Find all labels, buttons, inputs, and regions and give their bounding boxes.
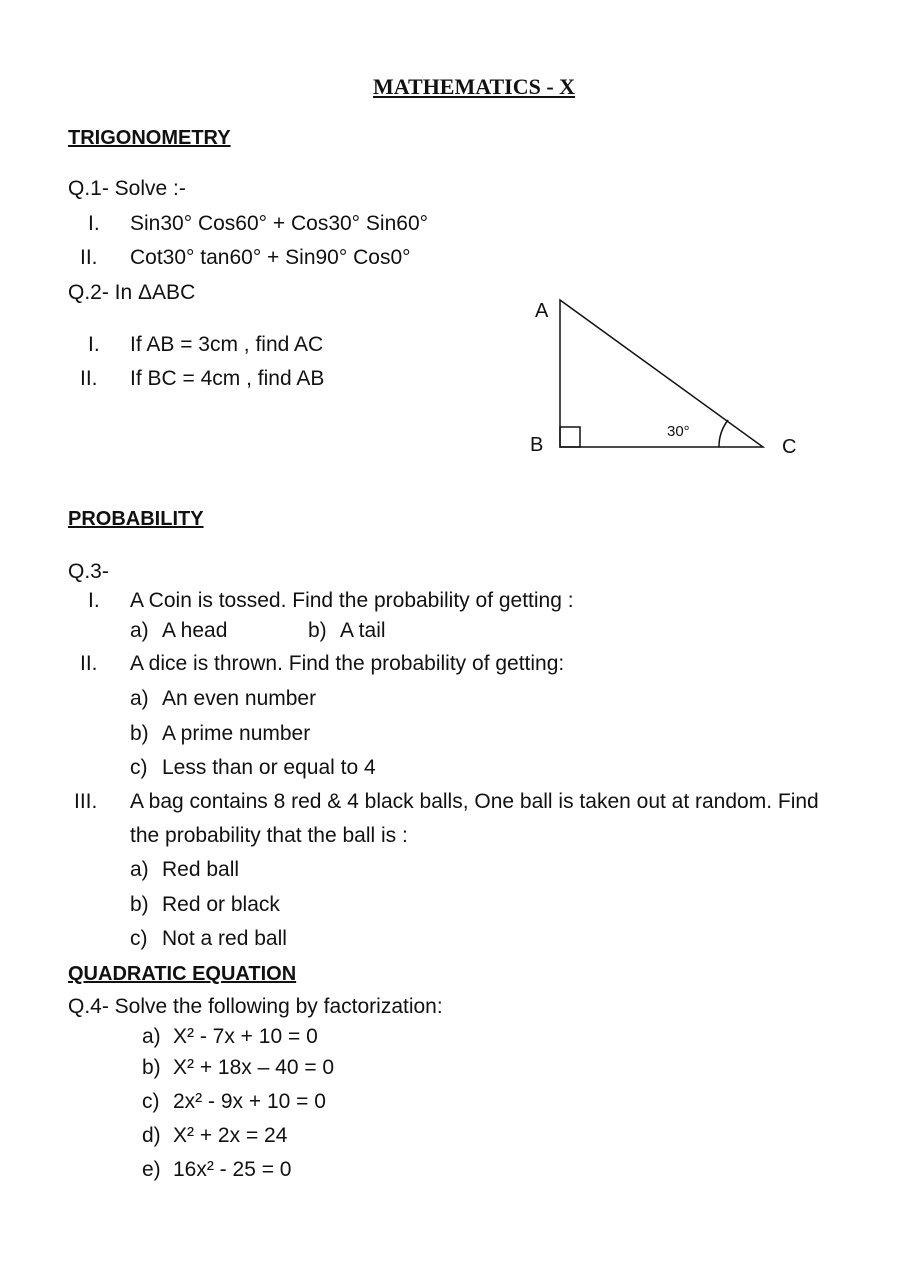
right-angle-marker bbox=[560, 427, 580, 447]
equation-letter: d) bbox=[142, 1124, 161, 1147]
question-3-part-text: A bag contains 8 red & 4 black balls, One ball is taken out at random. Find bbox=[130, 790, 819, 813]
equation-text: X² + 2x = 24 bbox=[173, 1124, 288, 1147]
question-1-label: Q.1- Solve :- bbox=[68, 177, 186, 200]
question-2-item-text: If AB = 3cm , find AC bbox=[130, 333, 324, 356]
angle-label: 30° bbox=[667, 423, 690, 440]
question-1-item-text: Cot30° tan60° + Sin90° Cos0° bbox=[130, 246, 411, 269]
question-1-item-number: I. bbox=[88, 212, 100, 235]
question-1-item-text: Sin30° Cos60° + Cos30° Sin60° bbox=[130, 212, 429, 235]
triangle-abc-diagram bbox=[520, 288, 810, 466]
question-3-label: Q.3- bbox=[68, 560, 109, 583]
option-text: Red or black bbox=[162, 893, 280, 916]
equation-text: 16x² - 25 = 0 bbox=[173, 1158, 292, 1181]
equation-text: 2x² - 9x + 10 = 0 bbox=[173, 1090, 326, 1113]
question-3-part-text: the probability that the ball is : bbox=[130, 824, 408, 847]
section-heading-trigonometry: TRIGONOMETRY bbox=[68, 127, 231, 149]
vertex-label-c: C bbox=[782, 436, 797, 458]
equation-letter: a) bbox=[142, 1025, 161, 1048]
angle-arc bbox=[719, 420, 728, 447]
equation-text: X² - 7x + 10 = 0 bbox=[173, 1025, 318, 1048]
question-1-item-number: II. bbox=[80, 246, 98, 269]
question-3-part-text: A dice is thrown. Find the probability of getting: bbox=[130, 652, 565, 675]
option-letter: a) bbox=[130, 858, 149, 881]
option-text: Less than or equal to 4 bbox=[162, 756, 376, 779]
option-letter: a) bbox=[130, 619, 149, 642]
equation-text: X² + 18x – 40 = 0 bbox=[173, 1056, 335, 1079]
equation-letter: e) bbox=[142, 1158, 161, 1181]
option-text: Not a red ball bbox=[162, 927, 287, 950]
option-text: A prime number bbox=[162, 722, 311, 745]
option-letter: b) bbox=[308, 619, 327, 642]
question-3-part-number: II. bbox=[80, 652, 98, 675]
question-4-label: Q.4- Solve the following by factorization: bbox=[68, 995, 443, 1018]
equation-letter: b) bbox=[142, 1056, 161, 1079]
option-letter: c) bbox=[130, 927, 148, 950]
option-text: Red ball bbox=[162, 858, 240, 881]
section-heading-quadratic-equation: QUADRATIC EQUATION bbox=[68, 963, 297, 985]
question-3-part-number: I. bbox=[88, 589, 100, 612]
option-letter: a) bbox=[130, 687, 149, 710]
section-heading-probability: PROBABILITY bbox=[68, 508, 204, 530]
equation-letter: c) bbox=[142, 1090, 160, 1113]
page-title: MATHEMATICS - X bbox=[373, 74, 576, 99]
option-letter: c) bbox=[130, 756, 148, 779]
vertex-label-b: B bbox=[530, 434, 544, 456]
question-2-item-number: I. bbox=[88, 333, 100, 356]
question-2-item-text: If BC = 4cm , find AB bbox=[130, 367, 325, 390]
vertex-label-a: A bbox=[535, 300, 549, 322]
question-3-part-number: III. bbox=[74, 790, 98, 813]
question-3-part-text: A Coin is tossed. Find the probability of getting : bbox=[130, 589, 574, 612]
option-text: An even number bbox=[162, 687, 317, 710]
triangle-outline bbox=[560, 300, 763, 447]
option-text: A tail bbox=[340, 619, 386, 642]
question-2-item-number: II. bbox=[80, 367, 98, 390]
option-letter: b) bbox=[130, 893, 149, 916]
option-text: A head bbox=[162, 619, 228, 642]
question-2-label: Q.2- In ΔABC bbox=[68, 281, 196, 304]
option-letter: b) bbox=[130, 722, 149, 745]
